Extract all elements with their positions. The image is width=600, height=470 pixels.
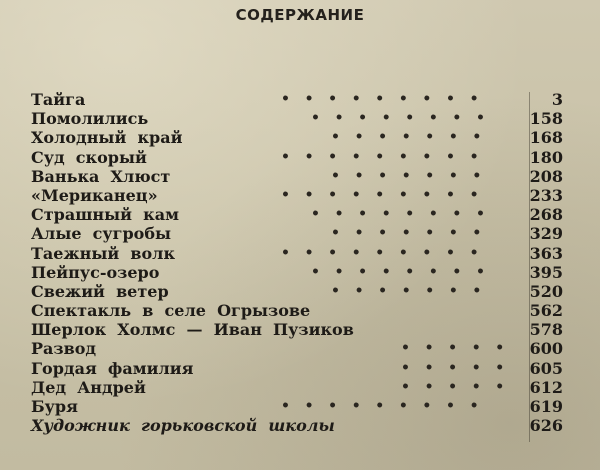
toc-entry-page: 395 bbox=[529, 262, 563, 282]
toc-entry-page: 612 bbox=[529, 377, 563, 397]
toc-entry-title: Гордая фамилия bbox=[31, 358, 194, 378]
toc-entry-page: 605 bbox=[529, 358, 563, 378]
toc-entry bbox=[31, 205, 571, 224]
leader-dots: • • • • • bbox=[401, 359, 505, 376]
toc-entry-title: Страшный кам bbox=[31, 205, 179, 225]
leader-dots: • • • • • • • • • bbox=[281, 244, 479, 261]
leader-dots: • • • • • • • • • bbox=[281, 398, 479, 414]
toc-entry bbox=[31, 263, 571, 282]
leader-dots: • • • • • • • bbox=[331, 129, 482, 146]
toc-entry-page: 578 bbox=[529, 320, 563, 340]
toc-entry bbox=[31, 359, 571, 378]
toc-entry-title: Тайга bbox=[31, 90, 86, 109]
leader-dots: • • • • • • • bbox=[331, 167, 482, 184]
toc-entry-title: Спектакль в селе Огрызове bbox=[31, 301, 311, 321]
toc-entry bbox=[31, 378, 571, 397]
toc-entry bbox=[31, 224, 571, 243]
toc-entry-title: Художник горьковской школы bbox=[31, 416, 335, 436]
leader-dots: • • • • • • • • • bbox=[281, 148, 479, 165]
toc-entry-page: 180 bbox=[529, 147, 563, 167]
toc-entry bbox=[31, 148, 571, 167]
toc-entry-title: Помолились bbox=[31, 109, 149, 129]
toc-entry-page: 600 bbox=[529, 339, 563, 359]
toc-entry-title: Алые сугробы bbox=[31, 224, 172, 244]
toc-entry-title: Ванька Хлюст bbox=[31, 166, 171, 186]
table-of-contents bbox=[31, 90, 571, 435]
toc-entry-title: Буря bbox=[31, 397, 78, 416]
toc-entry-page: 619 bbox=[529, 397, 563, 416]
leader-dots: • • • • • bbox=[401, 378, 505, 395]
leader-dots: • • • • • • • • • bbox=[281, 186, 479, 203]
toc-entry-page: 520 bbox=[529, 281, 563, 301]
leader-dots: • • • • • • • • bbox=[311, 263, 485, 280]
toc-entry bbox=[31, 282, 571, 301]
toc-entry-title: Таежный волк bbox=[31, 243, 175, 263]
toc-entry bbox=[31, 320, 571, 339]
toc-entry-title: Развод bbox=[31, 339, 97, 359]
toc-entry bbox=[31, 109, 571, 128]
toc-entry-page: 3 bbox=[551, 90, 563, 109]
toc-entry bbox=[31, 128, 571, 147]
toc-entry bbox=[31, 244, 571, 263]
leader-dots: • • • • • • • • bbox=[311, 110, 485, 127]
toc-entry-page: 329 bbox=[529, 224, 563, 244]
toc-entry-page: 233 bbox=[529, 185, 563, 205]
toc-entry-title: Суд скорый bbox=[31, 147, 147, 167]
toc-entry bbox=[31, 416, 571, 435]
toc-entry-page: 562 bbox=[529, 301, 563, 321]
toc-entry bbox=[31, 167, 571, 186]
contents-heading: СОДЕРЖАНИЕ bbox=[235, 6, 365, 24]
toc-entry-page: 168 bbox=[529, 128, 563, 148]
toc-entry-page: 208 bbox=[529, 166, 563, 186]
toc-entry-title: Свежий ветер bbox=[31, 281, 169, 301]
toc-entry-page: 363 bbox=[529, 243, 563, 263]
toc-entry-page: 626 bbox=[529, 416, 563, 436]
toc-entry-page: 158 bbox=[529, 109, 563, 129]
toc-entry bbox=[31, 186, 571, 205]
toc-entry bbox=[31, 397, 571, 416]
toc-entry-page: 268 bbox=[529, 205, 563, 225]
toc-entry-title: Холодный край bbox=[31, 128, 183, 148]
toc-entry-title: Дед Андрей bbox=[31, 377, 146, 397]
leader-dots: • • • • • • • • • bbox=[281, 91, 479, 107]
leader-dots: • • • • • • • bbox=[331, 225, 482, 242]
leader-dots: • • • • • bbox=[401, 340, 505, 357]
toc-entry-title: Пейпус-озеро bbox=[31, 262, 160, 282]
leader-dots: • • • • • • • bbox=[331, 282, 482, 299]
leader-dots: • • • • • • • • bbox=[311, 206, 485, 223]
toc-entry bbox=[31, 90, 571, 109]
toc-entry bbox=[31, 339, 571, 358]
toc-entry bbox=[31, 301, 571, 320]
toc-entry-title: «Мериканец» bbox=[31, 185, 158, 205]
toc-entry-title: Шерлок Холмс — Иван Пузиков bbox=[31, 320, 354, 340]
